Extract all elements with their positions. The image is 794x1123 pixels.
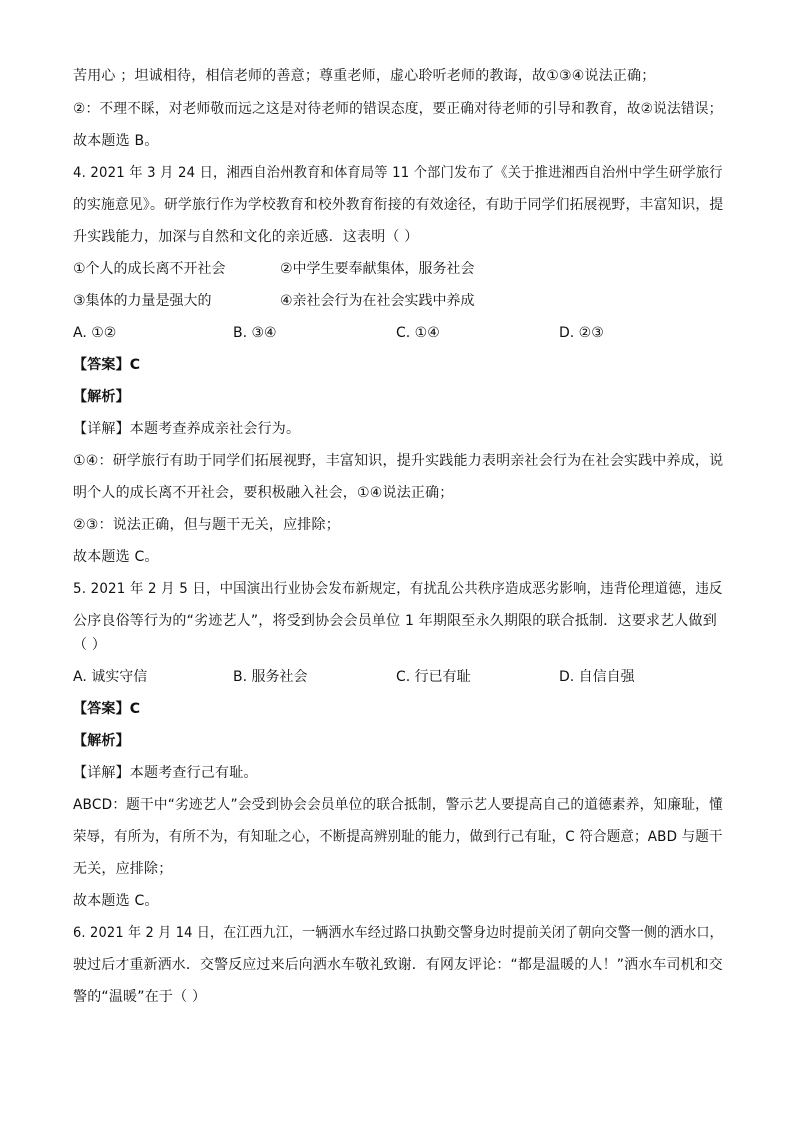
statement-3: ③集体的力量是强大的 bbox=[73, 293, 212, 309]
text-line: ②：不理不睬，对老师敬而远之这是对待老师的错误态度，要正确对待老师的引导和教育，故②说法错误； bbox=[73, 101, 723, 117]
answer-label: 【答案】C bbox=[73, 701, 141, 717]
text-line: ②③：说法正确，但与题干无关，应排除； bbox=[73, 517, 340, 533]
question-6-stem: 驶过后才重新洒水．交警反应过来后向洒水车敬礼致谢．有网友评论：“都是温暖的人！”洒水车司机和交 bbox=[73, 957, 723, 973]
option-c: C. 行已有耻 bbox=[396, 669, 471, 685]
analysis-label: 【解析】 bbox=[73, 733, 130, 749]
question-5-stem: 5. 2021 年 2 月 5 日，中国演出行业协会发布新规定，有扰乱公共秩序造成恶劣影响，违背伦理道德，违反 bbox=[73, 581, 723, 597]
option-a: A. ①② bbox=[73, 325, 117, 341]
text-line: 明个人的成长离不开社会，要积极融入社会，①④说法正确； bbox=[73, 485, 454, 501]
question-4-stem: 4. 2021 年 3 月 24 日，湘西自治州教育和体育局等 11 个部门发布了《关于推进湘西自治州中学生研学旅行 bbox=[73, 165, 723, 181]
answer-label: 【答案】C bbox=[73, 357, 141, 373]
question-6-stem: 6. 2021 年 2 月 14 日，在江西九江，一辆洒水车经过路口执勤交警身边时提前关闭了朝向交警一侧的洒水口， bbox=[73, 925, 723, 941]
option-d: D. 自信自强 bbox=[559, 669, 635, 685]
question-4-stem: 的实施意见》。研学旅行作为学校教育和校外教育衔接的有效途径，有助于同学们拓展视野，丰富知识，提 bbox=[73, 197, 724, 213]
text-line: 荣辱，有所为，有所不为，有知耻之心，不断提高辨别耻的能力，做到行己有耻，C 符合题意；ABD 与题干 bbox=[73, 829, 723, 845]
text-line: ①④：研学旅行有助于同学们拓展视野，丰富知识，提升实践能力表明亲社会行为在社会实践中养成，说 bbox=[73, 453, 724, 469]
statement-4: ④亲社会行为在社会实践中养成 bbox=[280, 293, 475, 309]
analysis-label: 【解析】 bbox=[73, 389, 130, 405]
text-line: ABCD：题干中“劣迹艺人”会受到协会会员单位的联合抵制，警示艺人要提高自己的道德素养，知廉耻，懂 bbox=[73, 797, 723, 813]
question-5-stem: （ ） bbox=[73, 637, 107, 653]
text-line: 故本题选 B。 bbox=[73, 133, 159, 149]
text-line: 苦用心 ；坦诚相待，相信老师的善意；尊重老师，虚心聆听老师的教诲，故①③④说法正确； bbox=[73, 68, 656, 84]
detail-line: 【详解】本题考查行己有耻。 bbox=[73, 765, 258, 781]
question-4-stem: 升实践能力，加深与自然和文化的亲近感．这表明（ ） bbox=[73, 229, 419, 245]
option-b: B. 服务社会 bbox=[233, 669, 308, 685]
text-line: 无关，应排除； bbox=[73, 861, 173, 877]
option-d: D. ②③ bbox=[559, 325, 604, 341]
text-line: 故本题选 C。 bbox=[73, 549, 159, 565]
statement-1: ①个人的成长离不开社会 bbox=[73, 261, 226, 277]
question-6-stem: 警的“温暖”在于（ ） bbox=[73, 989, 207, 1005]
option-a: A. 诚实守信 bbox=[73, 669, 148, 685]
text-line: 故本题选 C。 bbox=[73, 893, 159, 909]
question-5-stem: 公序良俗等行为的“劣迹艺人”，将受到协会会员单位 1 年期限至永久期限的联合抵制．这要求艺人做到 bbox=[73, 613, 717, 629]
option-c: C. ①④ bbox=[396, 325, 440, 341]
statement-2: ②中学生要奉献集体，服务社会 bbox=[280, 261, 475, 277]
detail-line: 【详解】本题考查养成亲社会行为。 bbox=[73, 421, 301, 437]
option-b: B. ③④ bbox=[233, 325, 277, 341]
